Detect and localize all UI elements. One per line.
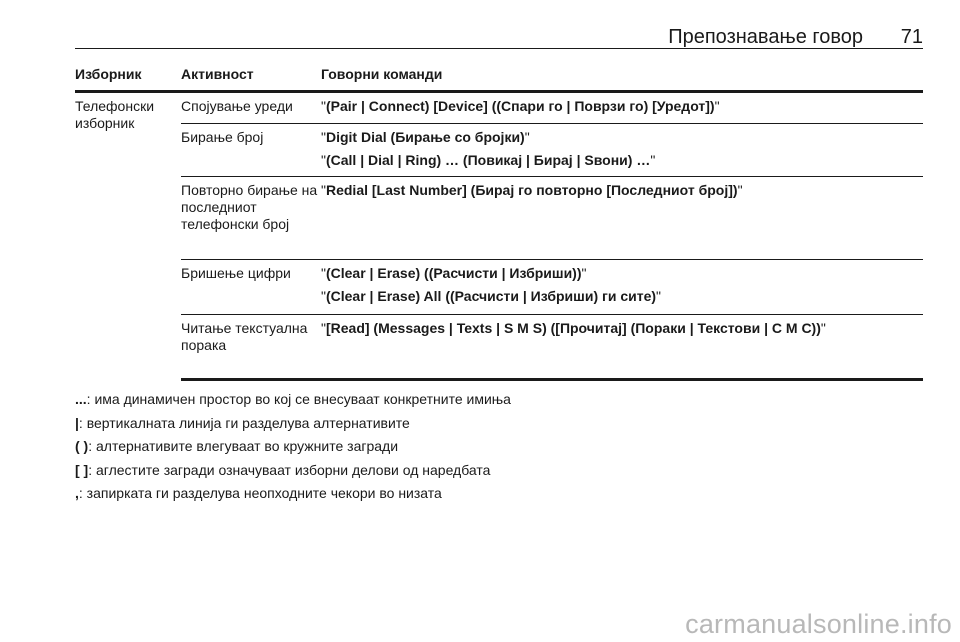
voice-command: "(Clear | Erase) All ((Расчисти | Избриши) ги сите)"	[321, 288, 662, 304]
activity-cell: Читање текстуална порака	[181, 320, 308, 353]
table-row	[181, 260, 923, 315]
column-header-menu: Изборник	[75, 66, 142, 82]
voice-commands-table	[75, 66, 923, 381]
voice-command: "(Clear | Erase) ((Расчисти | Избриши))"	[321, 265, 587, 281]
legend-symbol: |	[75, 414, 79, 431]
table-row	[181, 315, 923, 381]
commands-cell	[321, 93, 923, 123]
activity-cell: Спојување уреди	[181, 98, 293, 114]
legend	[75, 388, 511, 506]
table-header	[75, 66, 923, 93]
table-row	[181, 93, 923, 124]
column-header-commands: Говорни команди	[321, 66, 443, 82]
legend-item	[75, 482, 511, 506]
legend-symbol: ( )	[75, 438, 89, 454]
table-row	[181, 177, 923, 260]
page-number: 71	[900, 26, 923, 48]
legend-text: : запирката ги разделува неопходните чекори во низата	[78, 485, 442, 501]
column-header-activity: Активност	[181, 66, 254, 82]
page-header	[75, 20, 923, 49]
watermark: carmanualsonline.info	[685, 609, 952, 639]
legend-text: : алтернативите влегуваат во кружните загради	[88, 438, 399, 454]
voice-command: "(Pair | Connect) [Device] ((Спари го | Поврзи го) [Уредот])"	[321, 98, 720, 114]
legend-text: : вертикалната линија ги разделува алтернативите	[78, 414, 410, 431]
voice-command: "Digit Dial (Бирање со бројки)"	[321, 129, 530, 145]
voice-command: "(Call | Dial | Ring) … (Повикај | Бирај | Ѕвони) …"	[321, 152, 656, 168]
legend-item	[75, 388, 511, 412]
activity-cell: Бришење цифри	[181, 265, 291, 281]
commands-cell	[321, 315, 923, 378]
page-title: Препознавање говор	[668, 26, 863, 48]
table-group-phone-menu	[75, 93, 923, 381]
voice-command: "Redial [Last Number] (Бирај го повторно [Последниот број])"	[321, 182, 743, 198]
activity-cell: Бирање број	[181, 129, 264, 145]
legend-item	[75, 412, 511, 436]
voice-command: "[Read] (Messages | Texts | S M S) ([Прочитај] (Пораки | Текстови | С М С))"	[321, 320, 826, 336]
menu-cell: Телефонски изборник	[75, 98, 155, 131]
commands-cell	[321, 260, 923, 314]
legend-symbol: ,	[75, 485, 79, 501]
commands-cell	[321, 177, 923, 259]
legend-item	[75, 459, 511, 483]
legend-symbol: [ ]	[75, 461, 89, 478]
legend-symbol: ...	[75, 391, 87, 407]
legend-text: : има динамичен простор во кој се внесуваат конкретните имиња	[86, 391, 511, 407]
activity-cell: Повторно бирање на последниот телефонски број	[181, 182, 318, 232]
legend-item	[75, 435, 511, 459]
table-row	[181, 124, 923, 177]
legend-text: : аглестите загради означуваат изборни делови од наредбата	[88, 461, 491, 478]
commands-cell	[321, 124, 923, 176]
